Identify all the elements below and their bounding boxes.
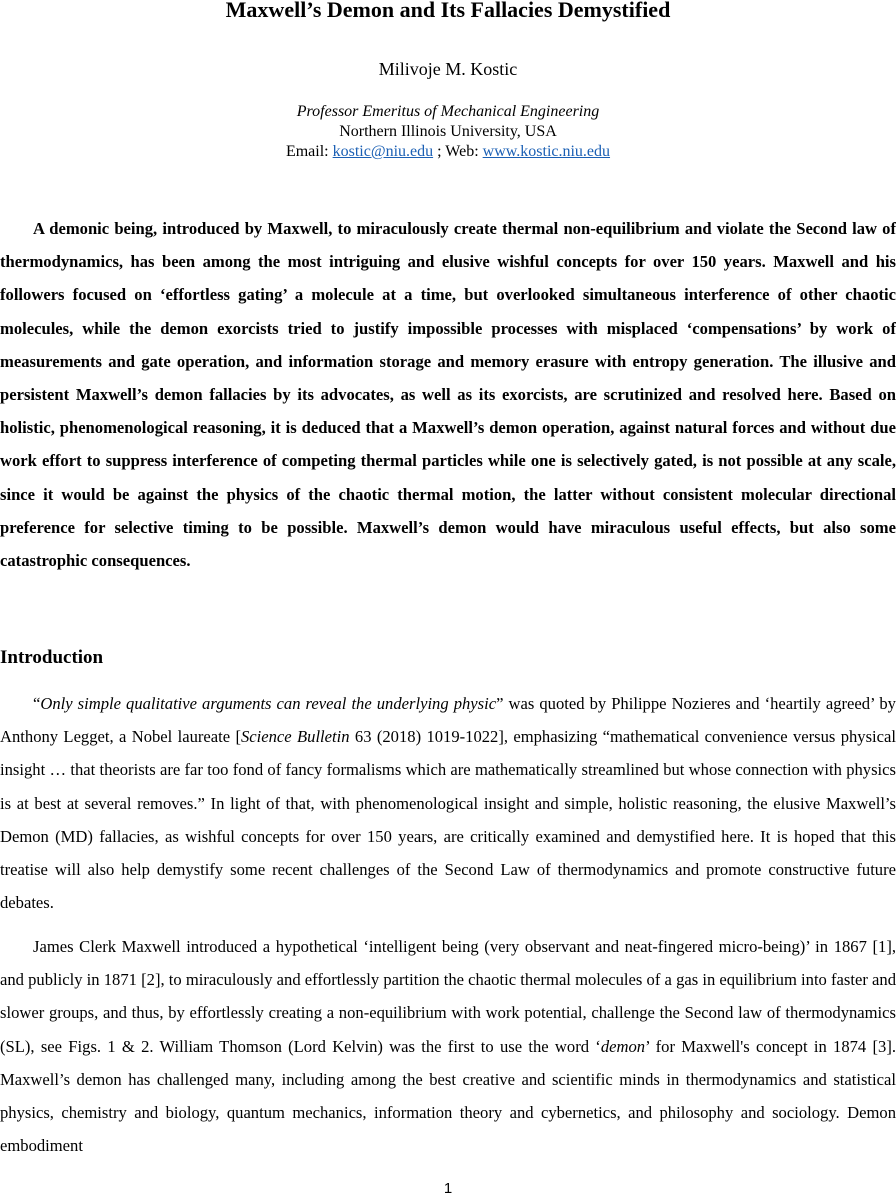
email-label: Email: [285,143,333,160]
journal-name: Science Bulletin [241,727,350,747]
author-institution: Northern Illinois University, USA [339,123,557,140]
website-link[interactable]: www.kostic.niu.edu [482,143,611,160]
page-number: 1 [443,1180,453,1197]
author-role: Professor Emeritus of Mechanical Engineering [296,103,600,120]
affiliation-block [0,102,896,162]
contact-line [0,142,896,162]
paper-title: Maxwell’s Demon and Its Fallacies Demystified [225,0,671,22]
abstract: A demonic being, introduced by Maxwell, to miraculously create thermal non-equilibrium and violate the Second law of thermodynamics, has been among the most intriguing and elusive wishful concepts for over 150 years. Maxwell and his followers focused on ‘effortless gating’ a molecule at a time, but overlooked simultaneous interference of other chaotic molecules, while the demon exorcists tried to justify impossible processes with misplaced ‘compensations’ by work of measurements and gate operation, and information storage and memory erasure with entropy generation. The illusive and persistent Maxwell’s demon fallacies by its advocates, as well as its exorcists, are scrutinized and resolved here. Based on holistic, phenomenological reasoning, it is deduced that a Maxwell’s demon operation, against natural forces and without due work effort to suppress interference of competing thermal particles while one is selectively gated, is not possible at any scale, since it would be against the physics of the chaotic thermal motion, the latter without consistent molecular directional preference for selective timing to be possible. Maxwell’s demon would have miraculous useful effects, but also some catastrophic consequences. [0,219,896,571]
author-name: Milivoje M. Kostic [378,59,518,79]
section-heading-introduction: Introduction [0,647,104,668]
web-separator: ; Web: [433,143,483,160]
demon-term: demon [600,1036,646,1056]
email-link[interactable]: kostic@niu.edu [332,143,434,160]
intro-paragraph-1: “Only simple qualitative arguments can reveal the underlying physic” was quoted by Philippe Nozieres and ‘heartily agreed’ by Anthony Legget, a Nobel laureate [Science Bulletin 63 (2018) 1019-1022], emphasizing “mathematical convenience versus physical insight … that theorists are far too fond of fancy formalisms which are mathematically streamlined but whose connection with physics is at best at several removes.” In light of that, with phenomenological insight and simple, holistic reasoning, the elusive Maxwell’s Demon (MD) fallacies, as wishful concepts for over 150 years, are critically examined and demystified here. It is hoped that this treatise will also help demystify some recent challenges of the Second Law of thermodynamics and promote constructive future debates. [0,694,896,913]
quote-text: Only simple qualitative arguments can reveal the underlying physic [40,694,497,713]
intro-paragraph-2: James Clerk Maxwell introduced a hypothetical ‘intelligent being (very observant and neat-fingered micro-being)’ in 1867 [1], and publicly in 1871 [2], to miraculously and effortlessly partition the chaotic thermal molecules of a gas in equilibrium into faster and slower groups, and thus, by effortlessly creating a non-equilibrium with work potential, challenge the Second law of thermodynamics (SL), see Figs. 1 & 2. William Thomson (Lord Kelvin) was the first to use the word ‘demon’ for Maxwell's concept in 1874 [3]. Maxwell’s demon has challenged many, including among the best creative and scientific minds in thermodynamics and statistical physics, chemistry and biology, quantum mechanics, information theory and cybernetics, and philosophy and sociology. Demon embodiment [0,937,896,1156]
